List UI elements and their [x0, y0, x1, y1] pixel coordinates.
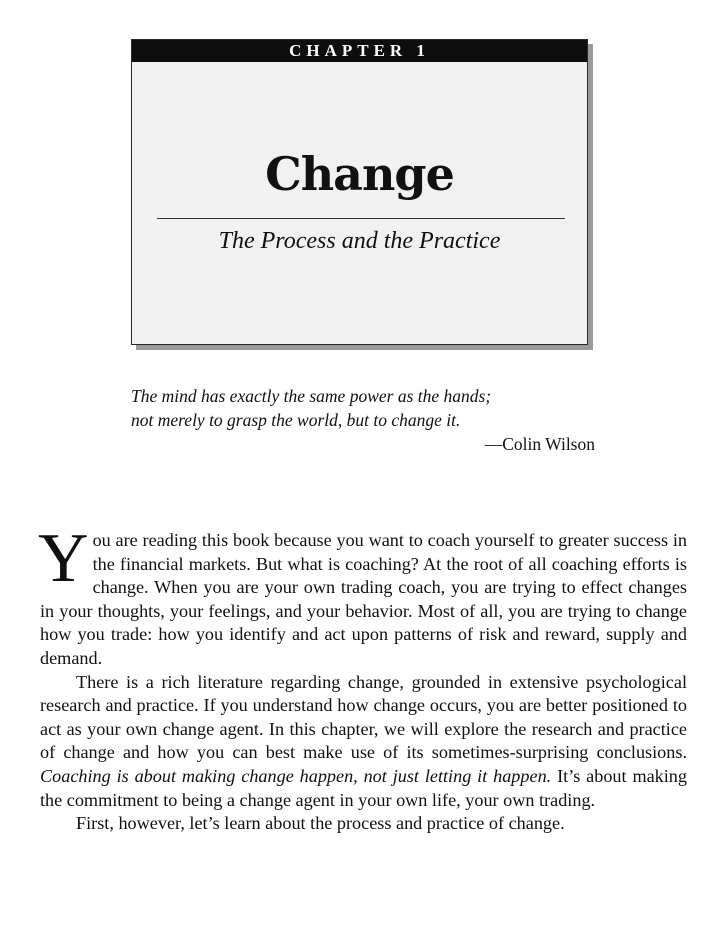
epigraph	[131, 384, 601, 456]
paragraph-2	[40, 671, 687, 813]
epigraph-line-2: not merely to grasp the world, but to change it.	[131, 410, 461, 430]
chapter-heading-box	[131, 39, 588, 345]
epigraph-line-1: The mind has exactly the same power as the hands;	[131, 386, 492, 406]
chapter-title: Change	[265, 147, 454, 201]
paragraph-3	[40, 812, 687, 836]
chapter-label: CHAPTER 1	[132, 40, 587, 62]
body-text	[38, 520, 687, 836]
drop-cap: Y	[38, 520, 89, 597]
paragraph-3-text: First, however, let’s learn about the process and practice of change.	[76, 813, 565, 834]
paragraph-1	[38, 520, 687, 671]
paragraph-1-text: ou are reading this book because you want to coach yourself to greater success in the financial markets. But what is coaching? At the root of all coaching efforts is change. When you are your own trading coach, you are trying to effect changes in your thoughts, your feelings, and your behavior. Most of all, you are trying to change how you trade: how you identify and act upon patterns of risk and reward, supply and demand.	[40, 530, 687, 668]
paragraph-2-text-after: It’s about making the commitment to being a change agent in your own life, your own trading.	[40, 765, 687, 810]
epigraph-attribution: —Colin Wilson	[484, 434, 595, 454]
paragraph-2-emphasis: Coaching is about making change happen, not just letting it happen.	[40, 765, 552, 786]
title-divider	[157, 218, 565, 219]
chapter-subtitle: The Process and the Practice	[218, 228, 501, 254]
paragraph-2-text-before: There is a rich literature regarding change, grounded in extensive psychological research and practice. If you understand how change occurs, you are better positioned to act as your own change agent. In this chapter, we will explore the research and practice of change and how you can best make use of its sometimes-surprising conclusions.	[40, 671, 687, 763]
